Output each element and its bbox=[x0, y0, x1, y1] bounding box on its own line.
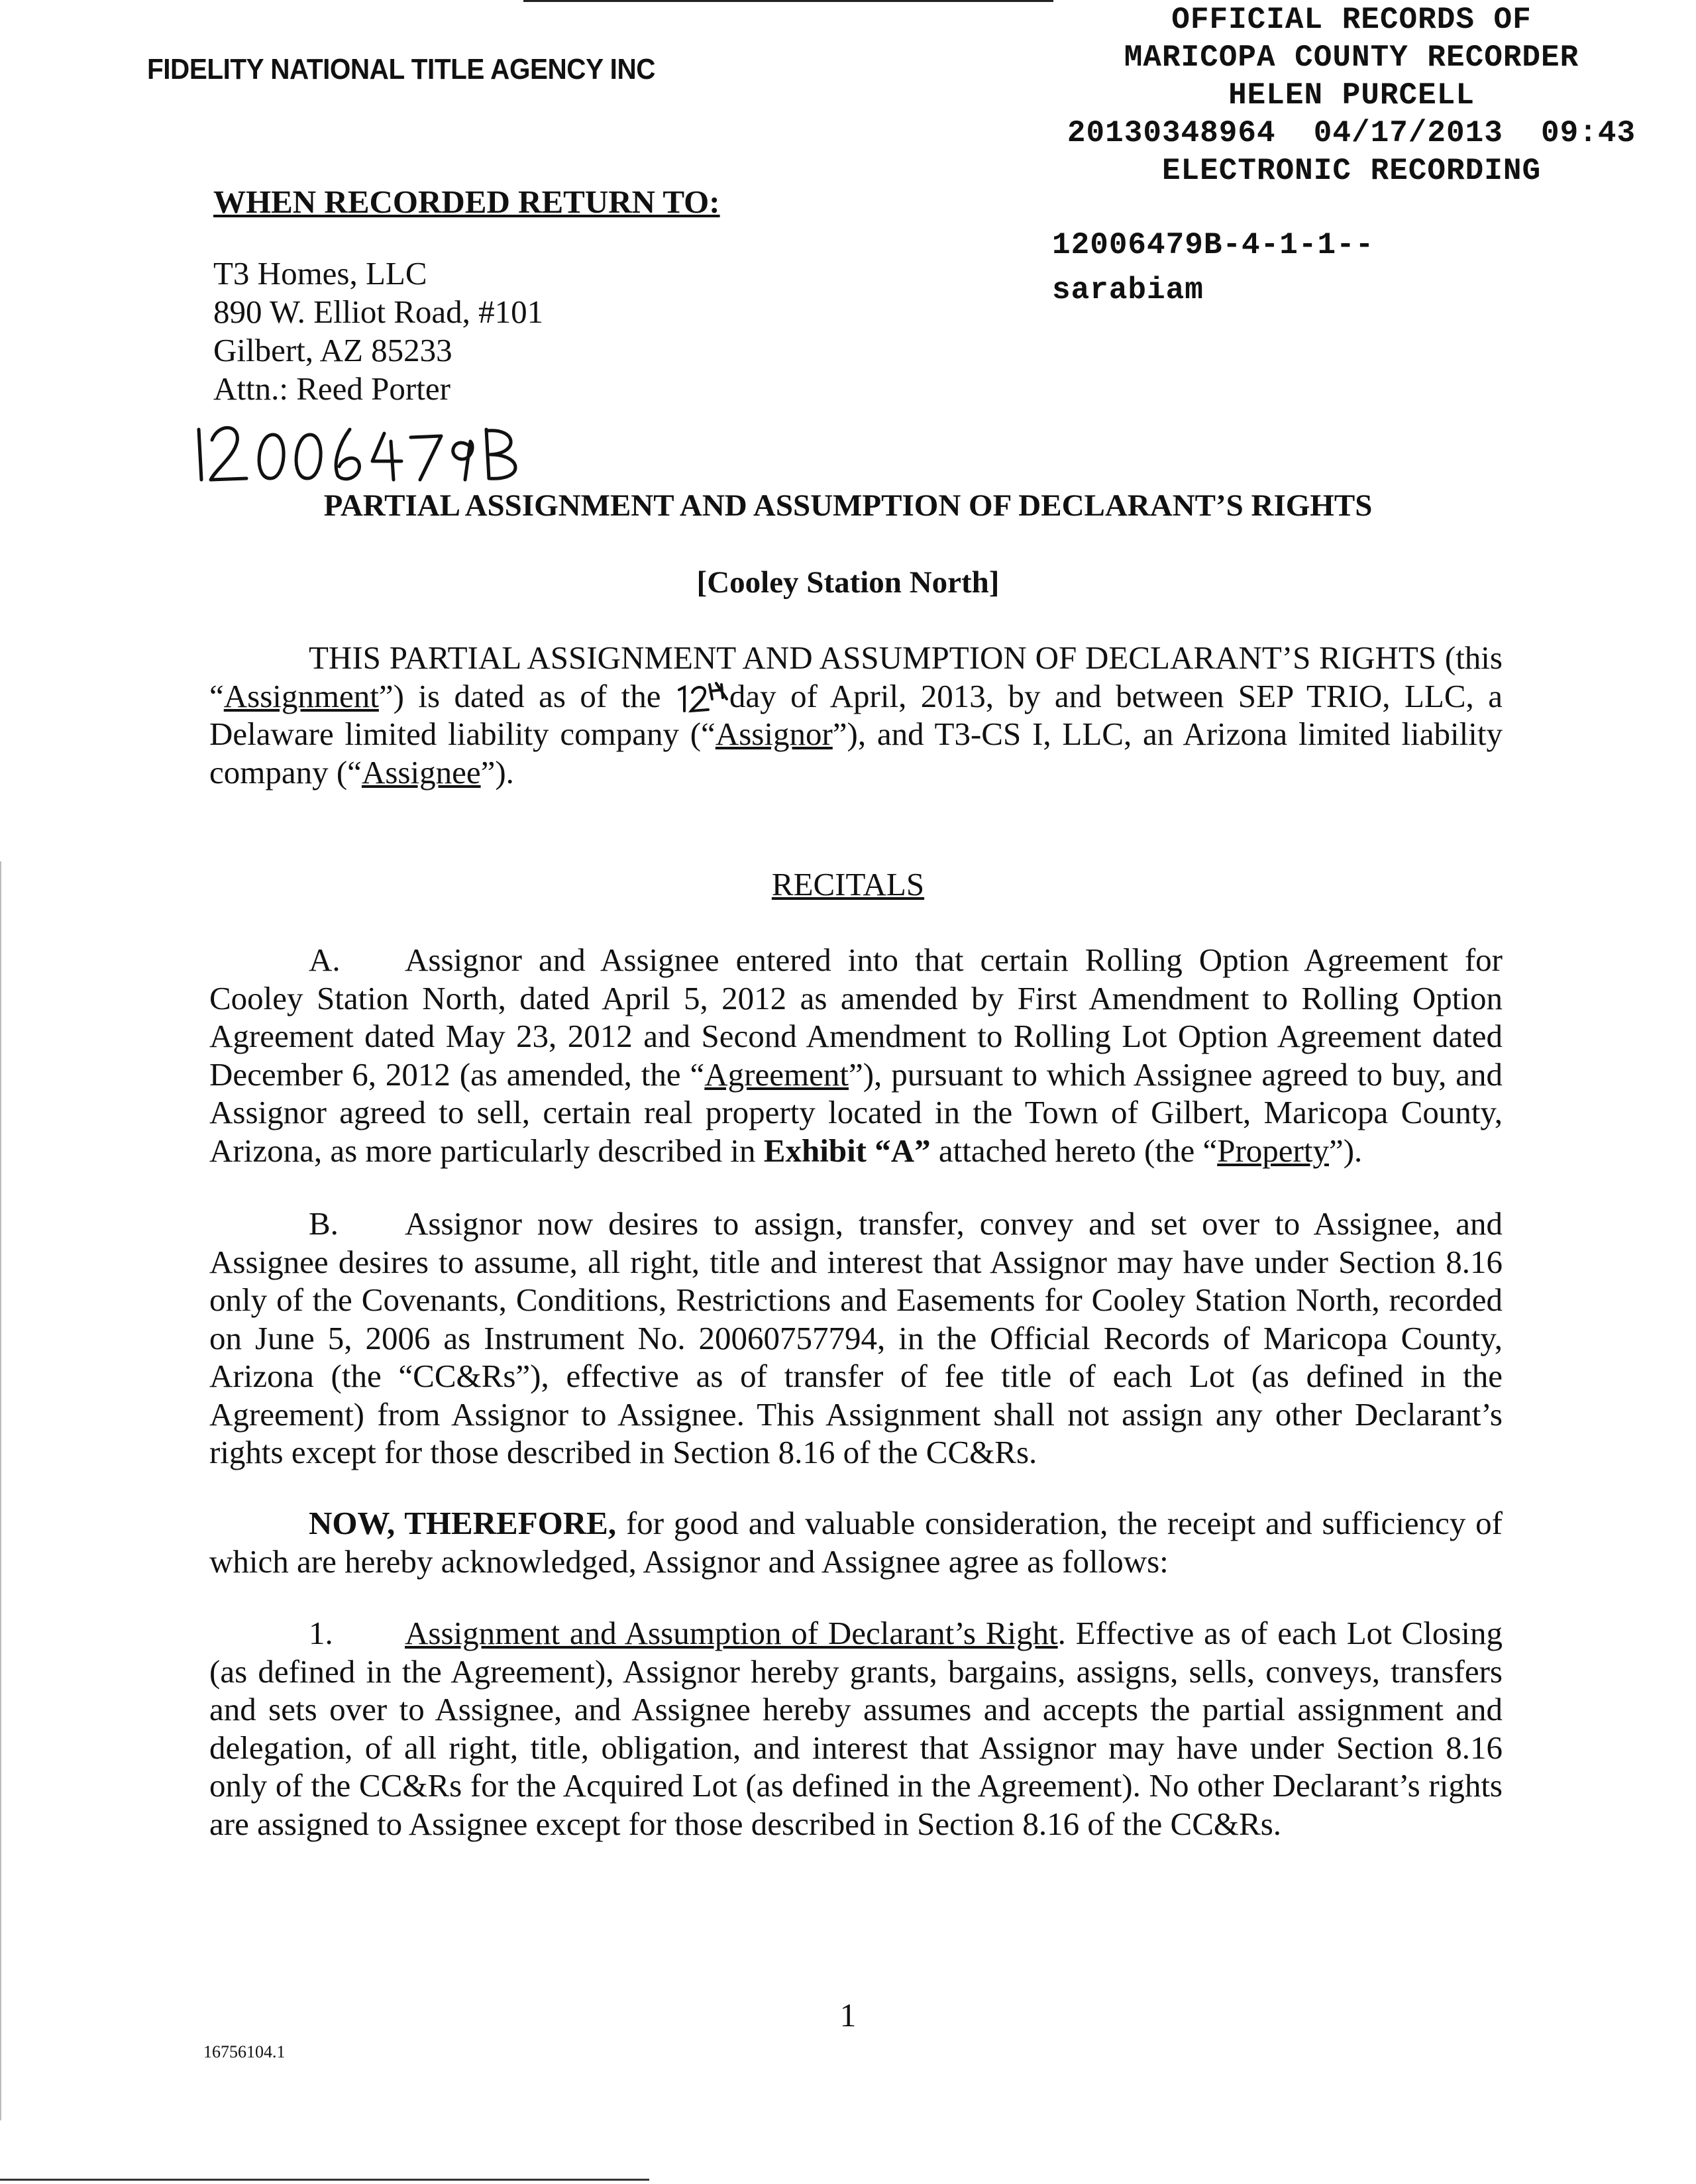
document-id: 16756104.1 bbox=[203, 2042, 286, 2061]
assignor-term: Assignor bbox=[715, 716, 833, 752]
recorder-line: OFFICIAL RECORDS OF bbox=[1171, 3, 1532, 37]
recital-text: attached hereto (the “ bbox=[930, 1132, 1218, 1169]
recital-text: ”), pursuant to which Assignee agreed to buy, and Assignor agreed to sell, certain real property located in the Town of Gilbert, Maricopa County, Arizona, as more particularly described in bbox=[209, 1056, 1503, 1169]
recorder-line: MARICOPA COUNTY RECORDER bbox=[1124, 40, 1579, 75]
recitals-heading: RECITALS bbox=[771, 866, 925, 902]
now-therefore-bold: NOW, THEREFORE, bbox=[309, 1505, 617, 1541]
section-number: 1. bbox=[309, 1615, 333, 1651]
title-agency-name: FIDELITY NATIONAL TITLE AGENCY INC bbox=[147, 53, 656, 85]
return-address bbox=[213, 254, 543, 408]
address-line: Attn.: Reed Porter bbox=[213, 370, 450, 407]
section-1 bbox=[209, 1614, 1503, 1843]
now-therefore-paragraph bbox=[209, 1504, 1503, 1580]
intro-paragraph bbox=[209, 639, 1503, 791]
top-edge-rule bbox=[523, 0, 1053, 2]
intro-text: ”). bbox=[480, 753, 514, 791]
return-to-heading: WHEN RECORDED RETURN TO: bbox=[213, 184, 720, 220]
recorder-line: 20130348964 04/17/2013 09:43 bbox=[1067, 116, 1636, 150]
intro-text: ”), and T3-CS I, LLC, an Arizona limited liability company (“ bbox=[209, 716, 1503, 791]
recital-b bbox=[209, 1205, 1503, 1472]
agreement-term: Agreement bbox=[704, 1056, 849, 1093]
document-subtitle: [Cooley Station North] bbox=[696, 565, 1000, 600]
recital-a bbox=[209, 941, 1503, 1170]
property-term: Property bbox=[1217, 1132, 1329, 1169]
exhibit-reference: Exhibit “A” bbox=[763, 1132, 931, 1169]
recording-user: sarabiam bbox=[1052, 273, 1204, 307]
recorder-stamp bbox=[1020, 1, 1683, 190]
recording-id: 12006479B-4-1-1-- bbox=[1052, 228, 1375, 262]
recorder-line: HELEN PURCELL bbox=[1228, 78, 1475, 113]
address-line: Gilbert, AZ 85233 bbox=[213, 332, 452, 368]
recital-letter: A. bbox=[309, 942, 341, 978]
section-text: . Effective as of each Lot Closing (as defined in the Agreement), Assignor hereby grants, bargains, assigns, sells, conveys, transfers and sets over to Assignee, and Assignee hereby assumes and accepts the partial assignment and delegation, of all right, title, obligation, and interest that Assignor may have under Section 8.16 only of the CC&Rs for the Acquired Lot (as defined in the Agreement). No other Declarant’s rights are assigned to Assignee except for those described in Section 8.16 of the CC&Rs. bbox=[209, 1615, 1503, 1842]
intro-text: THIS PARTIAL ASSIGNMENT AND ASSUMPTION OF DECLARANT’S RIGHTS (this “ bbox=[209, 639, 1503, 714]
handwritten-day bbox=[675, 681, 729, 714]
recital-text: ”). bbox=[1328, 1132, 1363, 1169]
address-line: 890 W. Elliot Road, #101 bbox=[213, 294, 544, 330]
intro-text: day of April, 2013, by and between SEP TRIO, LLC, a Delaware limited liability company (“ bbox=[209, 677, 1503, 752]
address-line: T3 Homes, LLC bbox=[213, 255, 427, 292]
assignment-term: Assignment bbox=[223, 677, 379, 714]
recording-id-block bbox=[1052, 223, 1374, 313]
recital-text: Assignor and Assignee entered into that certain Rolling Option Agreement for Cooley Station North, dated April 5, 2012 as amended by First Amendment to Rolling Option Agreement dated May 23, 2012 and Second Amendment to Rolling Lot Option Agreement dated December 6, 2012 (as amended, the “ bbox=[209, 942, 1503, 1093]
recital-letter: B. bbox=[309, 1205, 339, 1242]
recorder-line: ELECTRONIC RECORDING bbox=[1161, 154, 1542, 188]
bottom-edge-rule bbox=[0, 2179, 649, 2181]
handwritten-order-number bbox=[192, 415, 523, 488]
section-heading: Assignment and Assumption of Declarant’s Right bbox=[405, 1615, 1058, 1651]
now-therefore-text: for good and valuable consideration, the receipt and sufficiency of which are hereby acknowledged, Assignor and Assignee agree as follows: bbox=[209, 1505, 1503, 1580]
assignee-term: Assignee bbox=[361, 753, 481, 791]
scan-edge-line bbox=[0, 861, 1, 2120]
recital-text: Assignor now desires to assign, transfer, convey and set over to Assignee, and Assignee desires to assume, all right, title and interest that Assignor may have under Section 8.16 only of the Covenants, Conditions, Restrictions and Easements for Cooley Station North, recorded on June 5, 2006 as Instrument No. 20060757794, in the Official Records of Maricopa County, Arizona (the “CC&Rs”), effective as of transfer of fee title of each Lot (as defined in the Agreement) from Assignor to Assignee. This Assignment shall not assign any other Declarant’s rights except for those described in Section 8.16 of the CC&Rs. bbox=[209, 1205, 1503, 1470]
page-number: 1 bbox=[839, 1996, 857, 2034]
intro-text: ”) is dated as of the bbox=[378, 677, 675, 714]
document-title: PARTIAL ASSIGNMENT AND ASSUMPTION OF DECLARANT’S RIGHTS bbox=[323, 488, 1373, 523]
